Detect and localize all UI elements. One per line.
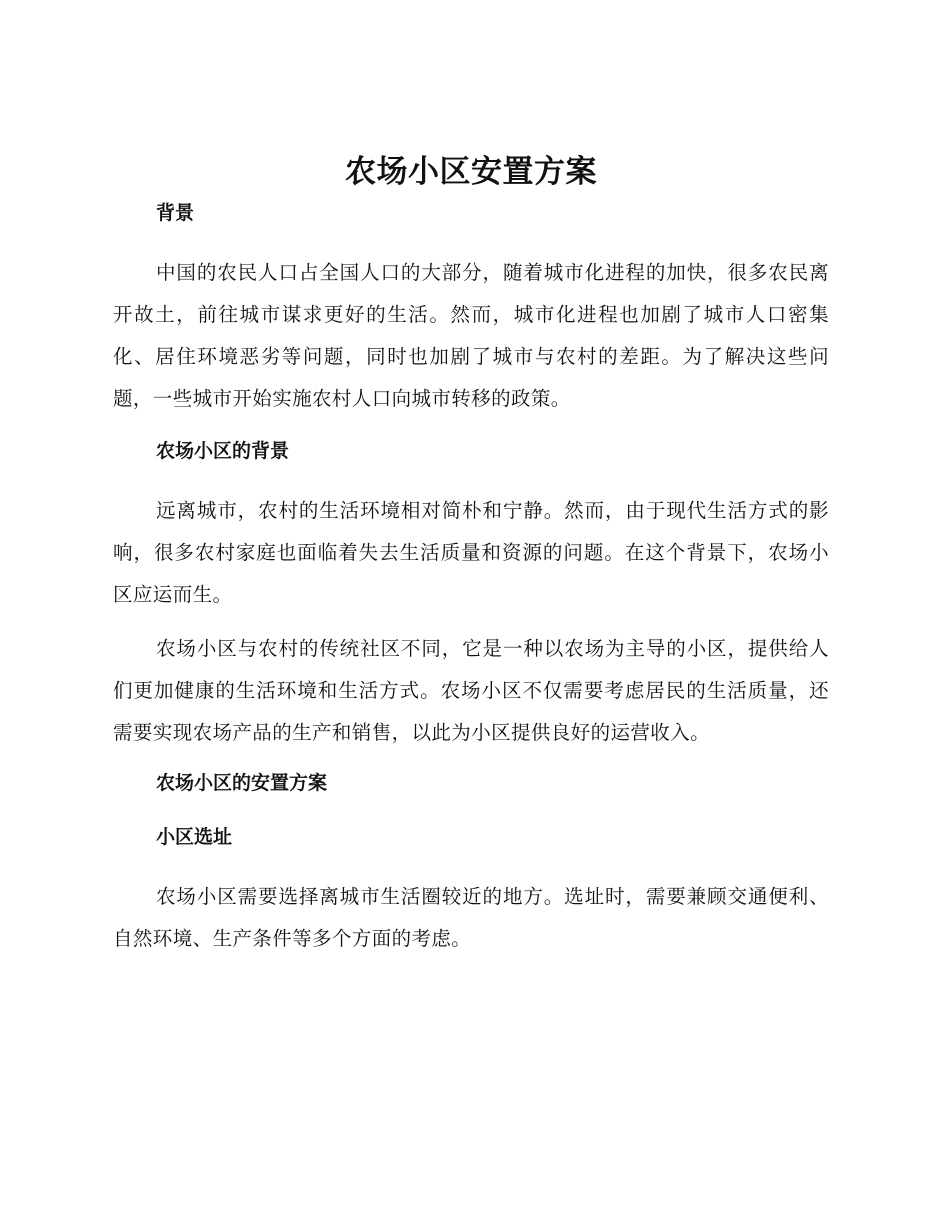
section-heading-farm-background: 农场小区的背景 xyxy=(156,440,290,462)
section-heading-plan: 农场小区的安置方案 xyxy=(156,772,328,794)
section-heading-background: 背景 xyxy=(156,202,195,224)
paragraph-site: 农场小区需要选择离城市生活圈较近的地方。选址时，需要兼顾交通便利、自然环境、生产条件等多个方面的考虑。 xyxy=(113,885,829,950)
section-heading-site: 小区选址 xyxy=(156,826,233,848)
paragraph-farm-background-1: 远离城市，农村的生活环境相对简朴和宁静。然而，由于现代生活方式的影响，很多农村家庭也面临着失去生活质量和资源的问题。在这个背景下，农场小区应运而生。 xyxy=(113,499,829,606)
paragraph-farm-background-2: 农场小区与农村的传统社区不同，它是一种以农场为主导的小区，提供给人们更加健康的生活环境和生活方式。农场小区不仅需要考虑居民的生活质量，还需要实现农场产品的生产和销售，以此为小区提供良好的运营收入。 xyxy=(113,637,829,744)
document-page xyxy=(113,148,829,972)
document-title: 农场小区安置方案 xyxy=(345,154,597,190)
paragraph-background: 中国的农民人口占全国人口的大部分，随着城市化进程的加快，很多农民离开故土，前往城市谋求更好的生活。然而，城市化进程也加剧了城市人口密集化、居住环境恶劣等问题，同时也加剧了城市与农村的差距。为了解决这些问题，一些城市开始实施农村人口向城市转移的政策。 xyxy=(113,261,829,410)
